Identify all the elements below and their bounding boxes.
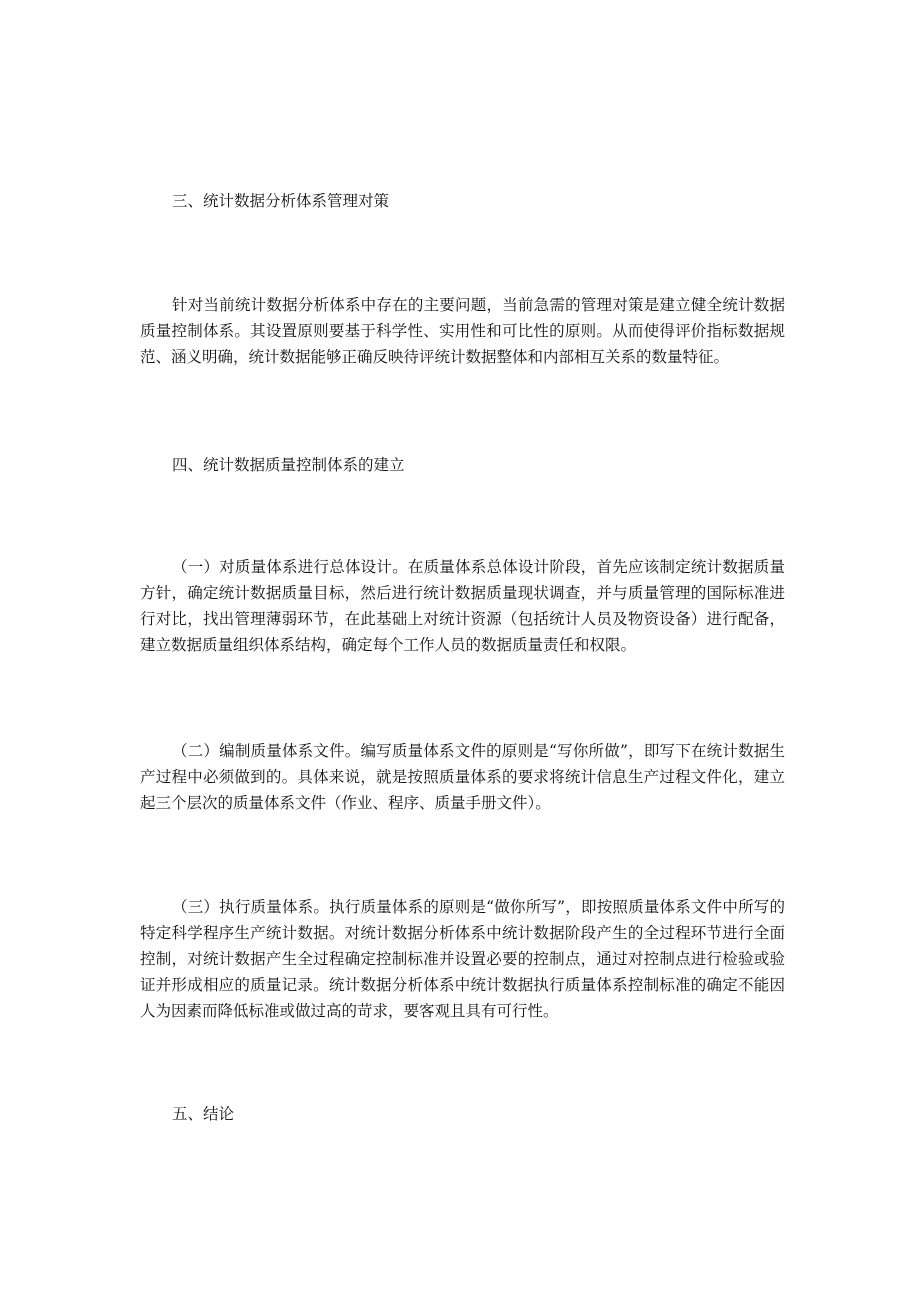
section-4-item-3: （三）执行质量体系。执行质量体系的原则是“做你所写”，即按照质量体系文件中所写的特定科学程序生产统计数据。对统计数据分析体系中统计数据阶段产生的全过程环节进行全面控制，对统计数据产生全过程确定控制标准并设置必要的控制点，通过对控制点进行检验或验证并形成相应的质量记录。统计数据分析体系中统计数据执行质量体系控制标准的确定不能因人为因素而降低标准或做过高的苛求，要客观且具有可行性。 xyxy=(140,898,785,1020)
section-4-heading: 四、统计数据质量控制体系的建立 xyxy=(172,456,405,474)
section-5-heading: 五、结论 xyxy=(172,1105,235,1123)
section-3-heading: 三、统计数据分析体系管理对策 xyxy=(172,192,390,210)
section-4-item-2: （二）编制质量体系文件。编写质量体系文件的原则是“写你所做”，即写下在统计数据生产过程中必须做到的。具体来说，就是按照质量体系的要求将统计信息生产过程文件化，建立起三个层次的质量体系文件（作业、程序、质量手册文件）。 xyxy=(140,742,785,812)
section-3-paragraph: 针对当前统计数据分析体系中存在的主要问题，当前急需的管理对策是建立健全统计数据质量控制体系。其设置原则要基于科学性、实用性和可比性的原则。从而使得评价指标数据规范、涵义明确，统计数据能够正确反映待评统计数据整体和内部相互关系的数量特征。 xyxy=(140,296,785,366)
section-4-item-1: （一）对质量体系进行总体设计。在质量体系总体设计阶段，首先应该制定统计数据质量方针，确定统计数据质量目标，然后进行统计数据质量现状调查，并与质量管理的国际标准进行对比，找出管理薄弱环节，在此基础上对统计资源（包括统计人员及物资设备）进行配备，建立数据质量组织体系结构，确定每个工作人员的数据质量责任和权限。 xyxy=(140,558,785,654)
